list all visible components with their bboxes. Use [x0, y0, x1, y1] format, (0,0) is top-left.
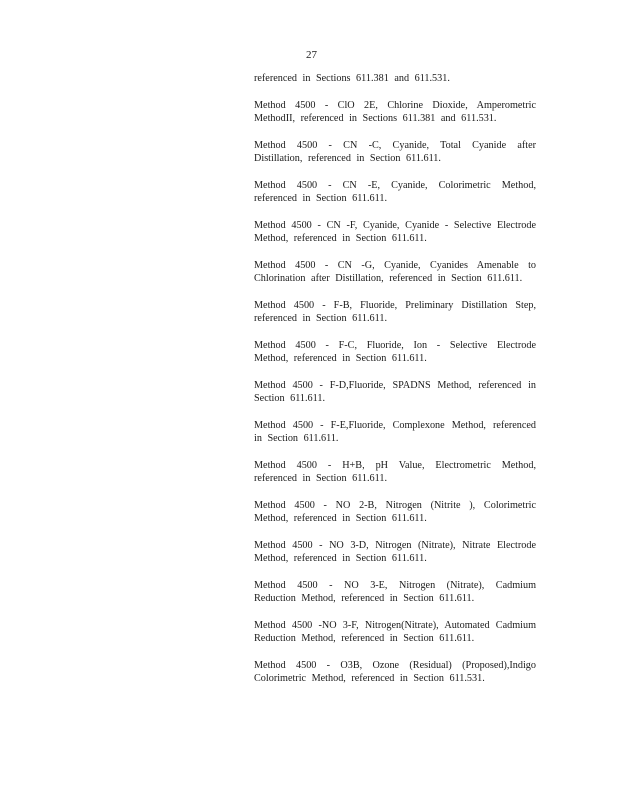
- paragraph: Method 4500 - NO 3-D, Nitrogen (Nitrate), Nitrate Electrode Method, referenced in Section 611.611.: [254, 539, 536, 564]
- paragraph: Method 4500 - CN -F, Cyanide, Cyanide - Selective Electrode Method, referenced in Section 611.611.: [254, 219, 536, 244]
- paragraph: Method 4500 - F-B, Fluoride, Preliminary Distillation Step, referenced in Section 611.611.: [254, 299, 536, 324]
- paragraph: Method 4500 - F-D,Fluoride, SPADNS Method, referenced in Section 611.611.: [254, 379, 536, 404]
- paragraph: referenced in Sections 611.381 and 611.531.: [254, 73, 450, 84]
- paragraph: Method 4500 - F-C, Fluoride, Ion - Selective Electrode Method, referenced in Section 611.611.: [254, 339, 536, 364]
- paragraph: Method 4500 - H+B, pH Value, Electrometric Method, referenced in Section 611.611.: [254, 459, 536, 484]
- method-reference-list: [254, 72, 536, 699]
- paragraph: Method 4500 - CN -E, Cyanide, Colorimetric Method, referenced in Section 611.611.: [254, 179, 536, 204]
- paragraph: Method 4500 -NO 3-F, Nitrogen(Nitrate), Automated Cadmium Reduction Method, referenced in Section 611.611.: [254, 619, 536, 644]
- paragraph: Method 4500 - O3B, Ozone (Residual) (Proposed),Indigo Colorimetric Method, referenced in Section 611.531.: [254, 659, 536, 684]
- paragraph: Method 4500 - NO 2-B, Nitrogen (Nitrite ), Colorimetric Method, referenced in Section 611.611.: [254, 499, 536, 524]
- paragraph: Method 4500 - NO 3-E, Nitrogen (Nitrate), Cadmium Reduction Method, referenced in Section 611.611.: [254, 579, 536, 604]
- page-number: 27: [306, 49, 317, 61]
- paragraph: Method 4500 - F-E,Fluoride, Complexone Method, referenced in Section 611.611.: [254, 419, 536, 444]
- paragraph: Method 4500 - CN -C, Cyanide, Total Cyanide after Distillation, referenced in Section 611.611.: [254, 139, 536, 164]
- paragraph: Method 4500 - ClO 2E, Chlorine Dioxide, Amperometric MethodII, referenced in Sections 611.381 and 611.531.: [254, 99, 536, 124]
- paragraph: Method 4500 - CN -G, Cyanide, Cyanides Amenable to Chlorination after Distillation, referenced in Section 611.611.: [254, 259, 536, 284]
